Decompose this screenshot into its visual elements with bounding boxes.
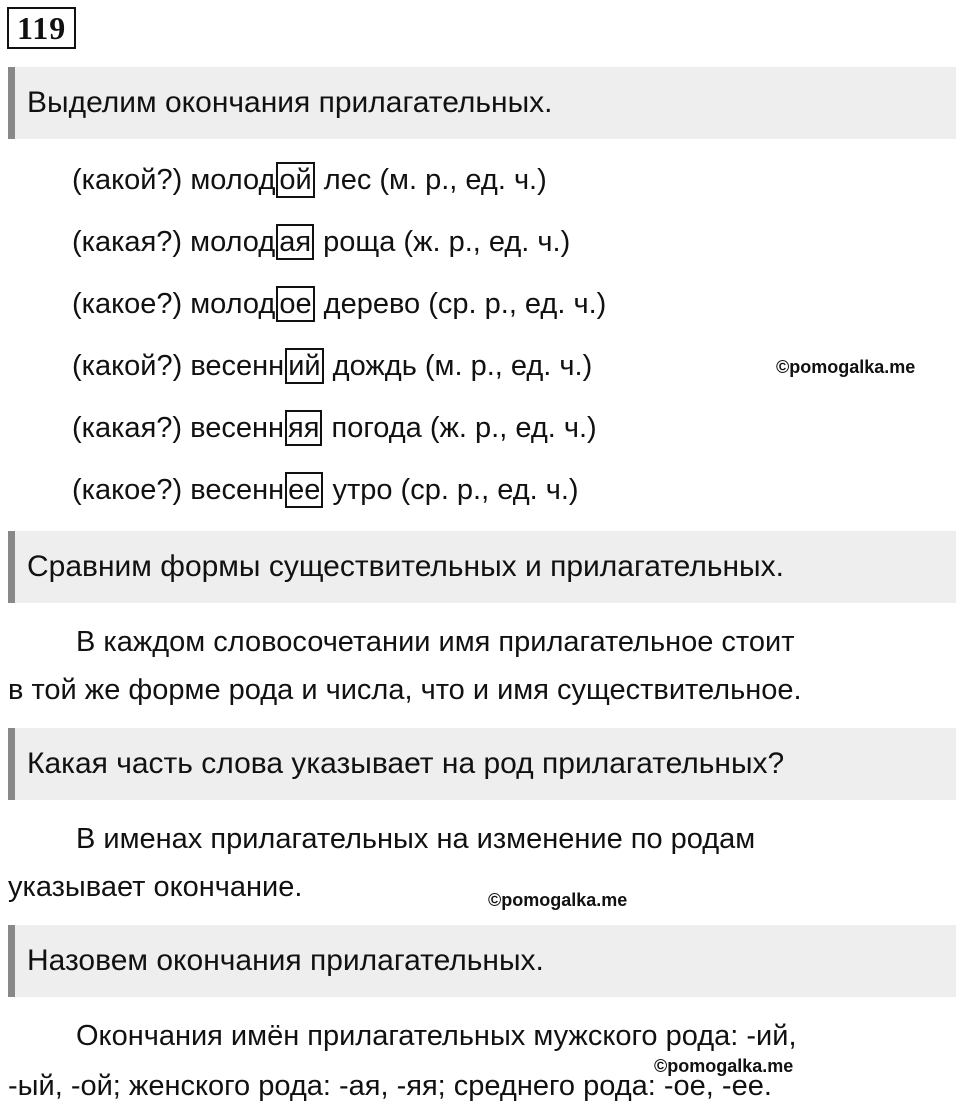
list-item [72,472,579,508]
section-heading-endings [8,67,956,139]
task-number: 119 [7,7,76,49]
adjective-stem: молод [190,288,276,320]
noun-and-form: лес (м. р., ед. ч.) [323,164,547,196]
section-heading-text: Выделим окончания прилагательных. [27,86,553,119]
question-word: (какой?) [72,164,183,196]
noun-and-form: погода (ж. р., ед. ч.) [331,412,597,444]
section-heading-gender [8,728,956,800]
section-heading-text: Какая часть слова указывает на род прилагательных? [27,747,785,780]
list-item [72,162,547,198]
ending-box: ая [276,224,314,260]
ending-box: ее [285,472,323,508]
watermark: ©pomogalka.me [488,890,628,910]
noun-and-form: дождь (м. р., ед. ч.) [332,350,593,382]
section-heading-text: Назовем окончания прилагательных. [27,944,544,977]
question-word: (какая?) [72,412,183,444]
list-item [72,348,592,384]
list-item [72,410,597,446]
adjective-stem: весенн [190,350,285,382]
question-word: (какой?) [72,350,183,382]
section-heading-compare [8,531,956,603]
ending-box: яя [285,410,322,446]
paragraph-line: В именах прилагательных на изменение по родам [76,823,756,855]
ending-box: ой [276,162,314,198]
paragraph-line: Окончания имён прилагательных мужского рода: -ий, [76,1020,797,1052]
adjective-stem: молод [190,164,276,196]
question-word: (какая?) [72,226,183,258]
noun-and-form: роща (ж. р., ед. ч.) [323,226,571,258]
list-item [72,286,606,322]
question-word: (какое?) [72,474,183,506]
paragraph-line: -ый, -ой; женского рода: -ая, -яя; среднего рода: -ое, -ее. [8,1070,772,1102]
watermark: ©pomogalka.me [776,357,916,377]
adjective-stem: молод [190,226,276,258]
ending-box: ий [285,348,323,384]
noun-and-form: дерево (ср. р., ед. ч.) [323,288,607,320]
question-word: (какое?) [72,288,183,320]
section-heading-text: Сравним формы существительных и прилагательных. [27,550,784,583]
paragraph-line: В каждом словосочетании имя прилагательное стоит [76,626,795,658]
watermark: ©pomogalka.me [654,1056,794,1076]
adjective-stem: весенн [190,474,285,506]
list-item [72,224,570,260]
paragraph-line: указывает окончание. [8,871,303,903]
ending-box: ое [276,286,314,322]
section-heading-name-endings [8,925,956,997]
noun-and-form: утро (ср. р., ед. ч.) [332,474,579,506]
paragraph-line: в той же форме рода и числа, что и имя существительное. [8,674,802,706]
adjective-stem: весенн [190,412,284,444]
